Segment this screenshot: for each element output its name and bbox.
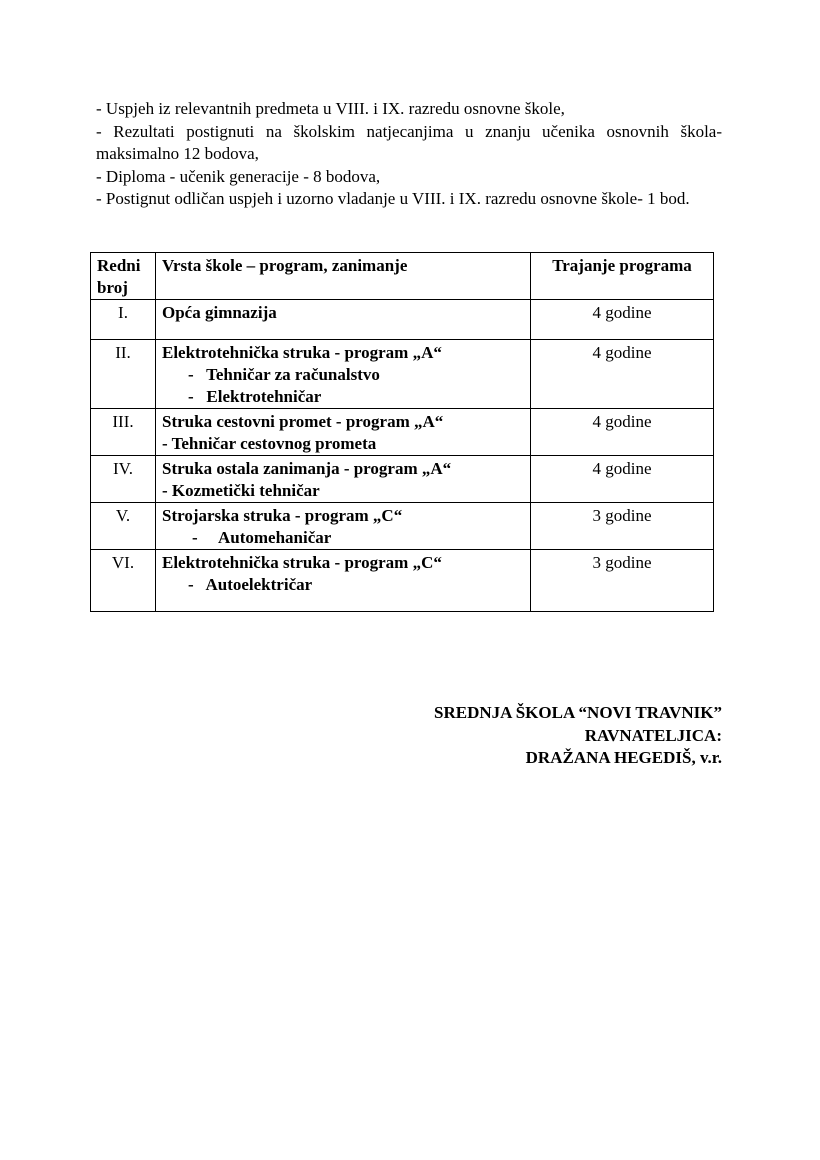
- row-number: II.: [91, 340, 156, 409]
- program-occupation: - Tehničar za računalstvo: [188, 365, 380, 384]
- row-duration: 4 godine: [531, 300, 714, 340]
- program-title: Elektrotehnička struka - program „A“: [162, 343, 442, 362]
- row-program: [156, 503, 531, 550]
- row-duration: 3 godine: [531, 550, 714, 612]
- program-occupation: - Autoelektričar: [188, 575, 313, 594]
- row-program: [156, 300, 531, 340]
- program-title: Strojarska struka - program „C“: [162, 506, 403, 525]
- row-duration: 4 godine: [531, 340, 714, 409]
- row-program: [156, 409, 531, 456]
- program-title: Struka cestovni promet - program „A“: [162, 412, 444, 431]
- table-row: [91, 300, 714, 340]
- criteria-list: [96, 98, 722, 211]
- row-program: [156, 340, 531, 409]
- signatory-role: RAVNATELJICA:: [584, 725, 722, 745]
- table-row: [91, 409, 714, 456]
- table-header-row: [91, 253, 714, 300]
- signature-block: [434, 702, 722, 770]
- header-program: Vrsta škole – program, zanimanje: [156, 253, 531, 300]
- program-occupation: - Kozmetički tehničar: [162, 481, 320, 500]
- school-name: SREDNJA ŠKOLA “NOVI TRAVNIK”: [434, 703, 722, 722]
- program-title: Elektrotehnička struka - program „C“: [162, 553, 442, 572]
- criteria-item: - Postignut odličan uspjeh i uzorno vladanje u VIII. i IX. razredu osnovne škole- 1 bod.: [96, 189, 690, 208]
- row-duration: 3 godine: [531, 503, 714, 550]
- criteria-item: - Diploma - učenik generacije - 8 bodova,: [96, 166, 381, 186]
- program-title: Opća gimnazija: [162, 303, 277, 322]
- header-duration: Trajanje programa: [531, 253, 714, 300]
- row-number: IV.: [91, 456, 156, 503]
- table-row: [91, 503, 714, 550]
- criteria-item: - Uspjeh iz relevantnih predmeta u VIII. i IX. razredu osnovne škole,: [96, 99, 565, 118]
- programs-table: [90, 252, 714, 612]
- criteria-item: - Rezultati postignuti na školskim natjecanjima u znanju učenika osnovnih škola- maksimalno 12 bodova,: [96, 121, 722, 163]
- row-number: I.: [91, 300, 156, 340]
- program-occupation: - Elektrotehničar: [188, 387, 322, 406]
- header-number: Redni broj: [91, 253, 156, 300]
- row-number: V.: [91, 503, 156, 550]
- row-program: [156, 550, 531, 612]
- program-occupation: - Tehničar cestovnog prometa: [162, 434, 377, 453]
- row-number: VI.: [91, 550, 156, 612]
- row-duration: 4 godine: [531, 409, 714, 456]
- table-row: [91, 550, 714, 612]
- signatory-name: DRAŽANA HEGEDIŠ, v.r.: [525, 748, 722, 767]
- program-title: Struka ostala zanimanja - program „A“: [162, 459, 452, 478]
- row-duration: 4 godine: [531, 456, 714, 503]
- table-row: [91, 340, 714, 409]
- row-program: [156, 456, 531, 503]
- program-occupation: - Automehaničar: [192, 528, 332, 547]
- table-row: [91, 456, 714, 503]
- row-number: III.: [91, 409, 156, 456]
